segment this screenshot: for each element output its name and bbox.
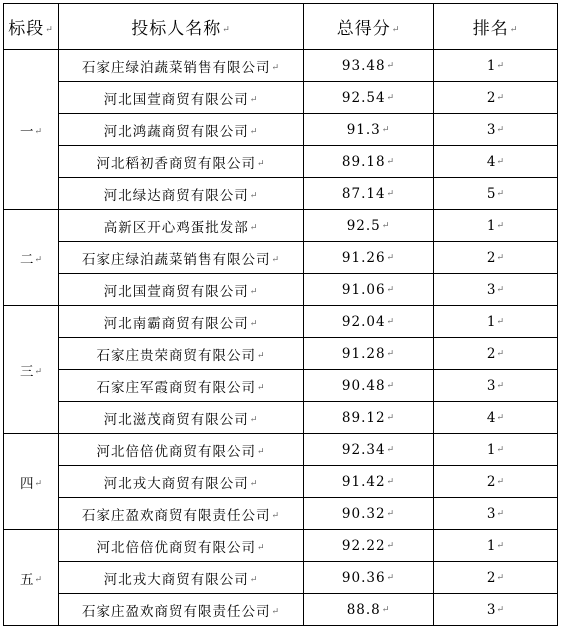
paragraph-mark-icon: ↵ <box>386 413 396 423</box>
section-label: 一 <box>19 123 34 140</box>
paragraph-mark-icon: ↵ <box>386 189 396 199</box>
paragraph-mark-icon: ↵ <box>496 445 505 455</box>
table-row <box>4 402 558 434</box>
rank-value: 5 <box>486 185 496 202</box>
paragraph-mark-icon: ↵ <box>45 24 54 35</box>
bidder-name-value: 河北戎大商贸有限公司 <box>103 571 249 588</box>
rank-value: 3 <box>486 281 496 298</box>
paragraph-mark-icon: ↵ <box>249 287 259 297</box>
bidder-name-value: 河北国萱商贸有限公司 <box>103 283 249 300</box>
total-score-value: 90.36 <box>341 569 386 586</box>
paragraph-mark-icon: ↵ <box>271 255 281 265</box>
rank-value: 3 <box>486 121 496 138</box>
bidder-name-cell <box>59 178 304 210</box>
paragraph-mark-icon: ↵ <box>386 573 396 583</box>
rank-value: 3 <box>486 377 496 394</box>
total-score-value: 93.48 <box>341 57 386 74</box>
paragraph-mark-icon: ↵ <box>496 253 505 263</box>
bidder-name-value: 河北倍倍优商贸有限公司 <box>96 539 256 556</box>
rank-value: 2 <box>486 473 496 490</box>
paragraph-mark-icon: ↵ <box>249 415 259 425</box>
paragraph-mark-icon: ↵ <box>256 351 266 361</box>
total-score-cell <box>304 498 434 530</box>
header-total-score <box>304 4 434 50</box>
paragraph-mark-icon: ↵ <box>496 189 505 199</box>
bidder-name-cell <box>59 50 304 82</box>
rank-value: 4 <box>486 153 496 170</box>
bidder-name-cell <box>59 82 304 114</box>
paragraph-mark-icon: ↵ <box>222 24 231 35</box>
paragraph-mark-icon: ↵ <box>386 93 396 103</box>
bidder-name-value: 石家庄绿泊蔬菜销售有限公司 <box>81 251 271 268</box>
rank-cell <box>434 242 558 274</box>
bidder-name-cell <box>59 306 304 338</box>
total-score-cell <box>304 466 434 498</box>
section-label: 二 <box>19 251 34 268</box>
section-cell <box>4 530 59 626</box>
table-row <box>4 466 558 498</box>
rank-value: 3 <box>486 601 496 618</box>
bidder-name-cell <box>59 402 304 434</box>
table-row <box>4 146 558 178</box>
table-row <box>4 594 558 626</box>
total-score-value: 92.54 <box>341 89 386 106</box>
total-score-value: 88.8 <box>346 601 381 618</box>
total-score-cell <box>304 274 434 306</box>
paragraph-mark-icon: ↵ <box>496 573 505 583</box>
paragraph-mark-icon: ↵ <box>496 285 505 295</box>
paragraph-mark-icon: ↵ <box>386 445 396 455</box>
bidder-name-cell <box>59 594 304 626</box>
rank-value: 2 <box>486 89 496 106</box>
header-rank <box>434 4 558 50</box>
paragraph-mark-icon: ↵ <box>386 509 396 519</box>
paragraph-mark-icon: ↵ <box>249 191 259 201</box>
paragraph-mark-icon: ↵ <box>496 509 505 519</box>
paragraph-mark-icon: ↵ <box>256 447 266 457</box>
rank-cell <box>434 402 558 434</box>
section-cell <box>4 50 59 210</box>
paragraph-mark-icon: ↵ <box>249 319 259 329</box>
rank-cell <box>434 210 558 242</box>
paragraph-mark-icon: ↵ <box>381 221 391 231</box>
bidder-name-value: 河北绿达商贸有限公司 <box>103 187 249 204</box>
total-score-value: 92.22 <box>341 537 386 554</box>
paragraph-mark-icon: ↵ <box>496 477 505 487</box>
bid-results-table <box>3 3 558 626</box>
bidder-name-cell <box>59 242 304 274</box>
header-total-score-label: 总得分 <box>336 19 391 39</box>
table-row <box>4 242 558 274</box>
table-row <box>4 50 558 82</box>
rank-value: 1 <box>486 217 496 234</box>
paragraph-mark-icon: ↵ <box>509 24 519 35</box>
bidder-name-value: 石家庄军霞商贸有限公司 <box>96 379 256 396</box>
rank-value: 1 <box>486 313 496 330</box>
rank-value: 2 <box>486 569 496 586</box>
paragraph-mark-icon: ↵ <box>496 93 505 103</box>
paragraph-mark-icon: ↵ <box>271 63 281 73</box>
paragraph-mark-icon: ↵ <box>496 157 505 167</box>
rank-cell <box>434 562 558 594</box>
table-row <box>4 306 558 338</box>
section-label: 五 <box>19 571 34 588</box>
document-page <box>3 3 558 626</box>
total-score-value: 87.14 <box>341 185 386 202</box>
paragraph-mark-icon: ↵ <box>496 349 505 359</box>
header-bidder-name-label: 投标人名称 <box>131 19 222 39</box>
table-row <box>4 370 558 402</box>
bidder-name-cell <box>59 370 304 402</box>
bidder-name-value: 河北倍倍优商贸有限公司 <box>96 443 256 460</box>
paragraph-mark-icon: ↵ <box>386 541 396 551</box>
rank-value: 2 <box>486 345 496 362</box>
paragraph-mark-icon: ↵ <box>386 381 396 391</box>
bidder-name-cell <box>59 530 304 562</box>
paragraph-mark-icon: ↵ <box>496 125 505 135</box>
paragraph-mark-icon: ↵ <box>381 125 391 135</box>
paragraph-mark-icon: ↵ <box>249 127 259 137</box>
header-section <box>4 4 59 50</box>
table-header-row <box>4 4 558 50</box>
total-score-cell <box>304 50 434 82</box>
rank-value: 2 <box>486 249 496 266</box>
table-row <box>4 498 558 530</box>
table-row <box>4 338 558 370</box>
paragraph-mark-icon: ↵ <box>386 317 396 327</box>
rank-value: 4 <box>486 409 496 426</box>
paragraph-mark-icon: ↵ <box>496 61 505 71</box>
bidder-name-value: 石家庄贵荣商贸有限公司 <box>96 347 256 364</box>
header-bidder-name <box>59 4 304 50</box>
total-score-cell <box>304 434 434 466</box>
table-body <box>4 50 558 626</box>
paragraph-mark-icon: ↵ <box>386 253 396 263</box>
paragraph-mark-icon: ↵ <box>34 255 43 265</box>
paragraph-mark-icon: ↵ <box>34 127 43 137</box>
paragraph-mark-icon: ↵ <box>386 157 396 167</box>
total-score-value: 91.06 <box>341 281 386 298</box>
paragraph-mark-icon: ↵ <box>496 605 505 615</box>
rank-cell <box>434 274 558 306</box>
total-score-cell <box>304 242 434 274</box>
total-score-cell <box>304 370 434 402</box>
total-score-cell <box>304 178 434 210</box>
table-row <box>4 82 558 114</box>
bidder-name-value: 河北稻初香商贸有限公司 <box>96 155 256 172</box>
paragraph-mark-icon: ↵ <box>256 159 266 169</box>
bidder-name-value: 石家庄盈欢商贸有限责任公司 <box>81 507 271 524</box>
paragraph-mark-icon: ↵ <box>271 607 281 617</box>
paragraph-mark-icon: ↵ <box>386 349 396 359</box>
table-row <box>4 210 558 242</box>
bidder-name-value: 河北戎大商贸有限公司 <box>103 475 249 492</box>
paragraph-mark-icon: ↵ <box>496 317 505 327</box>
rank-cell <box>434 338 558 370</box>
bidder-name-value: 高新区开心鸡蛋批发部 <box>103 219 249 236</box>
table-row <box>4 562 558 594</box>
paragraph-mark-icon: ↵ <box>34 367 43 377</box>
total-score-cell <box>304 530 434 562</box>
total-score-cell <box>304 562 434 594</box>
rank-cell <box>434 82 558 114</box>
bidder-name-cell <box>59 146 304 178</box>
rank-cell <box>434 594 558 626</box>
section-cell <box>4 434 59 530</box>
rank-cell <box>434 306 558 338</box>
header-rank-label: 排名 <box>472 19 509 39</box>
section-label: 四 <box>19 475 34 492</box>
total-score-value: 92.34 <box>341 441 386 458</box>
bidder-name-cell <box>59 562 304 594</box>
rank-value: 1 <box>486 57 496 74</box>
total-score-value: 89.18 <box>341 153 386 170</box>
total-score-value: 92.5 <box>346 217 381 234</box>
rank-cell <box>434 498 558 530</box>
paragraph-mark-icon: ↵ <box>249 575 259 585</box>
bidder-name-cell <box>59 114 304 146</box>
total-score-cell <box>304 402 434 434</box>
table-row <box>4 114 558 146</box>
total-score-value: 91.26 <box>341 249 386 266</box>
rank-cell <box>434 146 558 178</box>
paragraph-mark-icon: ↵ <box>34 575 43 585</box>
total-score-cell <box>304 114 434 146</box>
paragraph-mark-icon: ↵ <box>256 383 266 393</box>
total-score-value: 90.48 <box>341 377 386 394</box>
bidder-name-value: 河北滋茂商贸有限公司 <box>103 411 249 428</box>
paragraph-mark-icon: ↵ <box>34 479 43 489</box>
paragraph-mark-icon: ↵ <box>386 477 396 487</box>
header-section-label: 标段 <box>8 19 45 39</box>
rank-cell <box>434 50 558 82</box>
rank-cell <box>434 114 558 146</box>
bidder-name-cell <box>59 210 304 242</box>
section-cell <box>4 210 59 306</box>
total-score-value: 91.42 <box>341 473 386 490</box>
total-score-cell <box>304 306 434 338</box>
paragraph-mark-icon: ↵ <box>249 223 259 233</box>
bidder-name-cell <box>59 274 304 306</box>
rank-cell <box>434 370 558 402</box>
bidder-name-cell <box>59 434 304 466</box>
section-label: 三 <box>19 363 34 380</box>
rank-cell <box>434 466 558 498</box>
rank-cell <box>434 178 558 210</box>
bidder-name-cell <box>59 338 304 370</box>
total-score-cell <box>304 338 434 370</box>
total-score-cell <box>304 146 434 178</box>
paragraph-mark-icon: ↵ <box>249 95 259 105</box>
paragraph-mark-icon: ↵ <box>381 605 391 615</box>
paragraph-mark-icon: ↵ <box>496 221 505 231</box>
table-row <box>4 434 558 466</box>
paragraph-mark-icon: ↵ <box>256 543 266 553</box>
total-score-value: 91.3 <box>346 121 381 138</box>
rank-value: 1 <box>486 537 496 554</box>
paragraph-mark-icon: ↵ <box>391 24 401 35</box>
bidder-name-value: 河北南霸商贸有限公司 <box>103 315 249 332</box>
paragraph-mark-icon: ↵ <box>496 413 505 423</box>
total-score-value: 91.28 <box>341 345 386 362</box>
rank-cell <box>434 530 558 562</box>
total-score-cell <box>304 594 434 626</box>
bidder-name-value: 石家庄盈欢商贸有限责任公司 <box>81 603 271 620</box>
total-score-cell <box>304 82 434 114</box>
bidder-name-cell <box>59 498 304 530</box>
bidder-name-cell <box>59 466 304 498</box>
table-row <box>4 274 558 306</box>
paragraph-mark-icon: ↵ <box>386 61 396 71</box>
section-cell <box>4 306 59 434</box>
total-score-cell <box>304 210 434 242</box>
bidder-name-value: 河北国萱商贸有限公司 <box>103 91 249 108</box>
rank-value: 1 <box>486 441 496 458</box>
rank-value: 3 <box>486 505 496 522</box>
total-score-value: 89.12 <box>341 409 386 426</box>
rank-cell <box>434 434 558 466</box>
total-score-value: 90.32 <box>341 505 386 522</box>
paragraph-mark-icon: ↵ <box>496 541 505 551</box>
table-row <box>4 178 558 210</box>
table-row <box>4 530 558 562</box>
paragraph-mark-icon: ↵ <box>249 479 259 489</box>
paragraph-mark-icon: ↵ <box>496 381 505 391</box>
paragraph-mark-icon: ↵ <box>386 285 396 295</box>
bidder-name-value: 河北鸿蔬商贸有限公司 <box>103 123 249 140</box>
bidder-name-value: 石家庄绿泊蔬菜销售有限公司 <box>81 59 271 76</box>
paragraph-mark-icon: ↵ <box>271 511 281 521</box>
total-score-value: 92.04 <box>341 313 386 330</box>
